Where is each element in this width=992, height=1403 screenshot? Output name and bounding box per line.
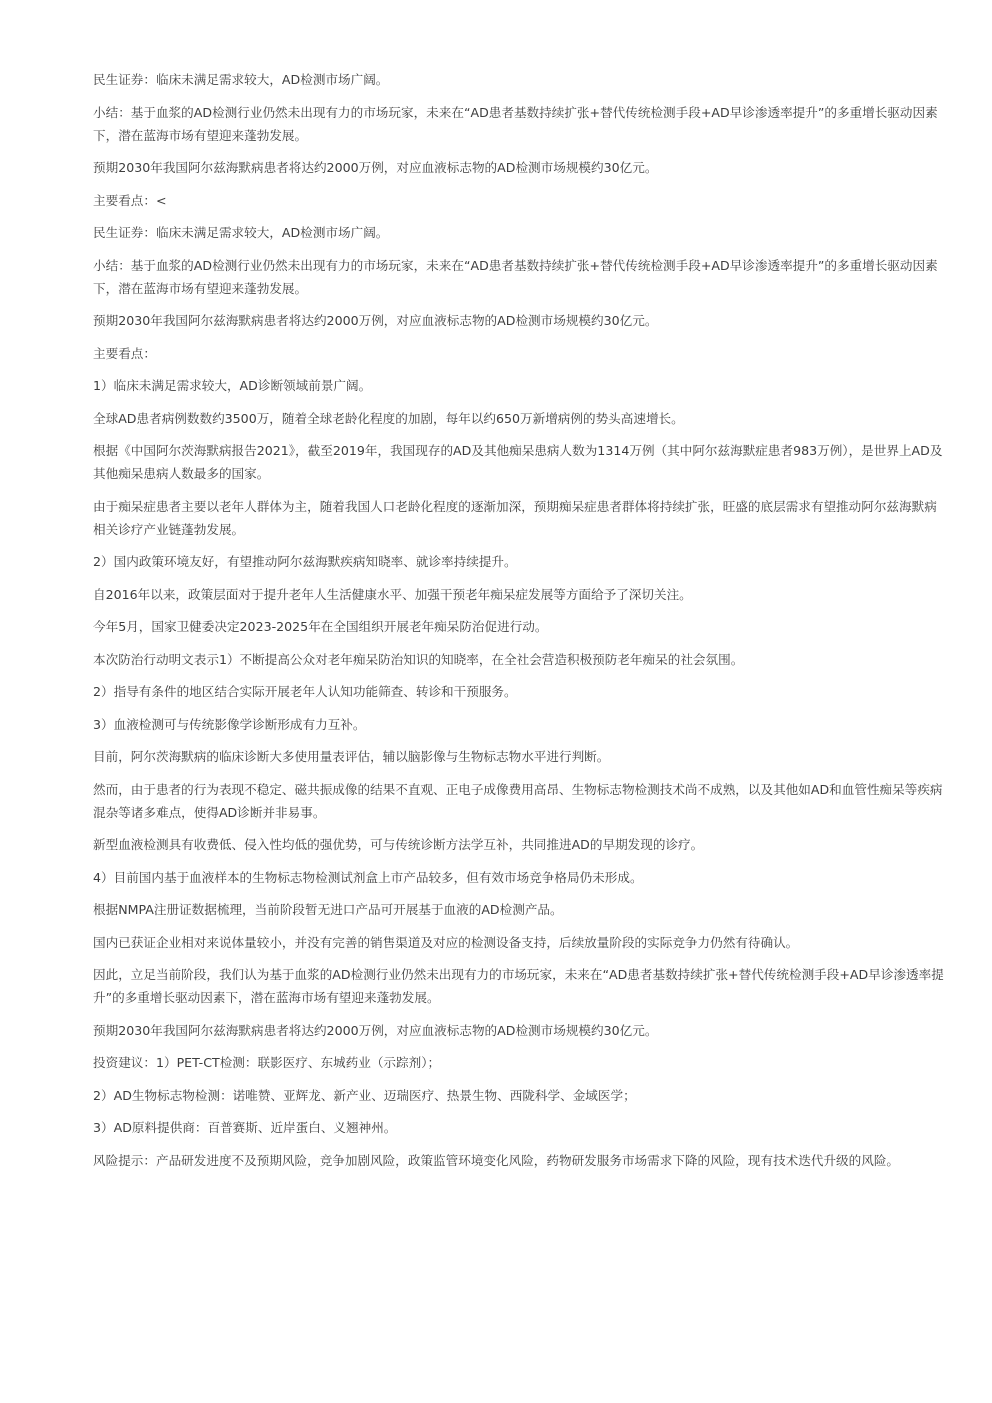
paragraph-policy-action-2: 2）指导有条件的地区结合实际开展老年人认知功能筛查、转诊和干预服务。	[93, 684, 517, 699]
paragraph-summary-2: 小结：基于血浆的AD检测行业仍然未出现有力的市场玩家，未来在“AD患者基数持续扩张+替代传统检测手段+AD早诊渗透率提升”的多重增长驱动因素下，潜在蓝海市场有望迎来蓬勃发展。	[93, 257, 938, 296]
paragraph-point-3: 3）血液检测可与传统影像学诊断形成有力互补。	[93, 716, 366, 732]
paragraph-conclusion: 因此，立足当前阶段，我们认为基于血浆的AD检测行业仍然未出现有力的市场玩家，未来在“AD患者基数持续扩张+替代传统检测手段+AD早诊渗透率提升”的多重增长驱动因素下，潜在蓝海市场有望迎来蓬勃发展。	[93, 967, 944, 1005]
paragraph-diagnosis-difficulty: 然而，由于患者的行为表现不稳定、磁共振成像的结果不直观、正电子成像费用高昂、生物标志物检测技术尚不成熟，以及其他如AD和血管性痴呆等疾病混杂等诸多难点，使得AD诊断并非易事。	[93, 781, 943, 820]
paragraph-source-1: 民生证券：临床未满足需求较大，AD检测市场广阔。	[93, 72, 389, 87]
paragraph-point-1: 1）临床未满足需求较大，AD诊断领域前景广阔。	[93, 378, 372, 393]
paragraph-point-2: 2）国内政策环境友好，有望推动阿尔兹海默疾病知晓率、就诊率持续提升。	[93, 554, 517, 569]
paragraph-investment-1: 投资建议：1）PET-CT检测：联影医疗、东城药业（示踪剂）；	[93, 1055, 441, 1070]
paragraph-policy-may: 今年5月，国家卫健委决定2023-2025年在全国组织开展老年痴呆防治促进行动。	[93, 619, 548, 634]
paragraph-summary-1: 小结：基于血浆的AD检测行业仍然未出现有力的市场玩家，未来在“AD患者基数持续扩张+替代传统检测手段+AD早诊渗透率提升”的多重增长驱动因素下，潜在蓝海市场有望迎来蓬勃发展。	[93, 104, 938, 143]
paragraph-point-4: 4）目前国内基于血液样本的生物标志物检测试剂盒上市产品较多，但有效市场竞争格局仍未形成。	[93, 869, 643, 885]
paragraph-investment-2: 2）AD生物标志物检测：诺唯赞、亚辉龙、新产业、迈瑞医疗、热景生物、西陇科学、金域医学；	[93, 1087, 636, 1103]
paragraph-policy-action-1: 本次防治行动明文表示1）不断提高公众对老年痴呆防治知识的知晓率，在全社会营造积极预防老年痴呆的社会氛围。	[93, 651, 744, 667]
paragraph-nmpa: 根据NMPA注册证数据梳理，当前阶段暂无进口产品可开展基于血液的AD检测产品。	[93, 902, 563, 917]
paragraph-clinical-diagnosis: 目前，阿尔茨海默病的临床诊断大多使用量表评估，辅以脑影像与生物标志物水平进行判断。	[93, 749, 610, 764]
paragraph-forecast-2: 预期2030年我国阿尔兹海默病患者将达约2000万例，对应血液标志物的AD检测市场规模约30亿元。	[93, 313, 658, 328]
paragraph-highlights-heading-1: 主要看点：<	[93, 192, 167, 208]
paragraph-source-2: 民生证券：临床未满足需求较大，AD检测市场广阔。	[93, 225, 389, 240]
paragraph-aging-demand: 由于痴呆症患者主要以老年人群体为主，随着我国人口老龄化程度的逐渐加深，预期痴呆症患者群体将持续扩张，旺盛的底层需求有望推动阿尔兹海默病相关诊疗产业链蓬勃发展。	[93, 498, 937, 537]
paragraph-investment-3: 3）AD原料提供商：百普赛斯、近岸蛋白、义翘神州。	[93, 1120, 397, 1135]
paragraph-blood-test-advantage: 新型血液检测具有收费低、侵入性均低的强优势，可与传统诊断方法学互补，共同推进AD的早期发现的诊疗。	[93, 837, 704, 852]
paragraph-forecast-1: 预期2030年我国阿尔兹海默病患者将达约2000万例，对应血液标志物的AD检测市场规模约30亿元。	[93, 160, 658, 175]
paragraph-global-cases: 全球AD患者病例数数约3500万，随着全球老龄化程度的加剧，每年以约650万新增病例的势头高速增长。	[93, 410, 684, 426]
paragraph-domestic-companies: 国内已获证企业相对来说体量较小，并没有完善的销售渠道及对应的检测设备支持，后续放量阶段的实际竞争力仍然有待确认。	[93, 934, 799, 950]
paragraph-policy-2016: 自2016年以来，政策层面对于提升老年人生活健康水平、加强干预老年痴呆症发展等方面给予了深切关注。	[93, 586, 692, 602]
article-body	[93, 68, 948, 1181]
paragraph-risk: 风险提示：产品研发进度不及预期风险，竞争加剧风险，政策监管环境变化风险，药物研发服务市场需求下降的风险，现有技术迭代升级的风险。	[93, 1152, 899, 1168]
paragraph-highlights-heading-2: 主要看点：	[93, 345, 156, 361]
paragraph-forecast-3: 预期2030年我国阿尔兹海默病患者将达约2000万例，对应血液标志物的AD检测市场规模约30亿元。	[93, 1022, 658, 1038]
paragraph-china-report: 根据《中国阿尔茨海默病报告2021》，截至2019年，我国现存的AD及其他痴呆患病人数为1314万例（其中阿尔兹海默症患者983万例），是世界上AD及其他痴呆患病人数最多的国家。	[93, 443, 943, 481]
